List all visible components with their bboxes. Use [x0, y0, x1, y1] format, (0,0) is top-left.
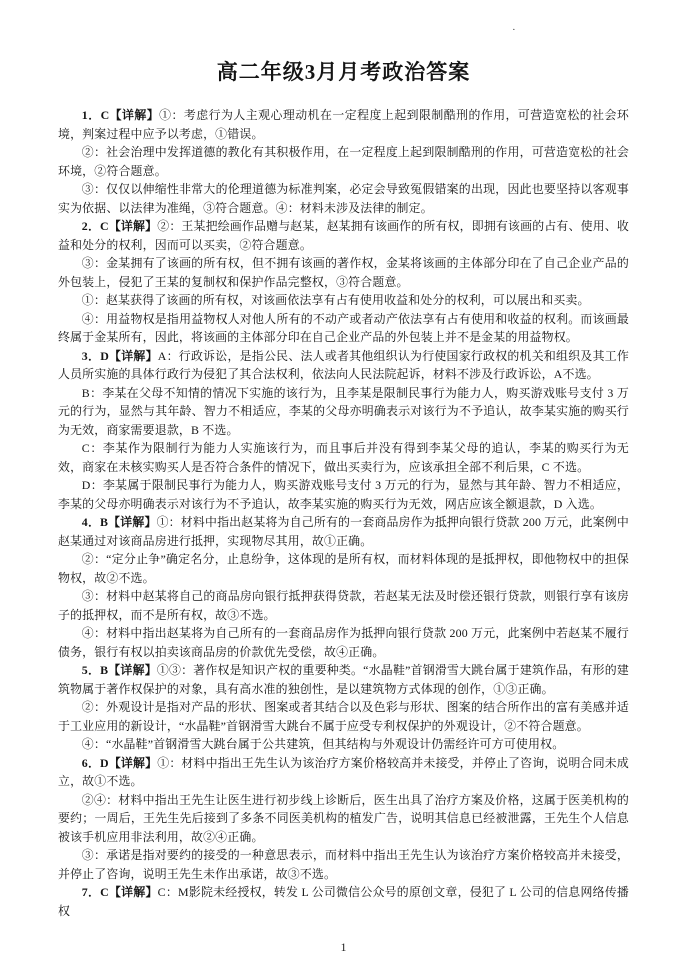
page-title: 高二年级3月月考政治答案	[216, 60, 471, 84]
answer-paragraph	[58, 661, 629, 698]
paragraph-text: ②：“定分止争”确定名分，止息纷争，这体现的是所有权，而材料体现的是抵押权，即他物权中的担保物权，故②不选。	[58, 552, 629, 585]
answer-label: 6．D【详解】	[81, 755, 158, 770]
answer-paragraph	[58, 291, 629, 310]
answer-paragraph	[58, 735, 629, 754]
paragraph-text: ③：承诺是指对要约的接受的一种意思表示，而材料中指出王先生认为该治疗方案价格较高并未接受，并停止了咨询，说明王先生未作出承诺，故③不选。	[58, 848, 629, 881]
answer-label: 2．C【详解】	[81, 219, 158, 233]
answer-label: 4．B【详解】	[81, 515, 157, 529]
paragraph-text: ④：材料中指出赵某将为自己所有的一套商品房作为抵押向银行贷款 200 万元，此案例中若赵某不履行债务，银行有权以拍卖该商品房的价款优先受偿，故④正确。	[58, 626, 629, 659]
paragraph-text: ①：材料中指出王先生认为该治疗方案价格较高并未接受，并停止了咨询，说明合同未成立，故①不选。	[58, 755, 629, 788]
answer-paragraph	[58, 384, 629, 440]
answer-label: 5．B【详解】	[81, 663, 157, 677]
answer-paragraph	[58, 883, 629, 920]
paragraph-text: A：行政诉讼，是指公民、法人或者其他组织认为行使国家行政权的机关和组织及其工作人员所实施的具体行政行为侵犯了其合法权利，依法向人民法院起诉，材料不涉及行政诉讼，A不选。	[58, 348, 630, 381]
paragraph-text: B：李某在父母不知情的情况下实施的该行为，且李某是限制民事行为能力人，购买游戏账号支付 3 万元的行为，显然与其年龄、智力不相适应，李某的父母亦明确表示对该行为不予追认，故李某实施的购买行为无效，商家需要退款，B 不选。	[58, 385, 629, 437]
answer-paragraph	[58, 791, 629, 847]
answer-label: 1．C【详解】	[81, 108, 160, 122]
answer-paragraph	[58, 106, 629, 143]
paragraph-text: C：M影院未经授权，转发 L 公司微信公众号的原创文章，侵犯了 L 公司的信息网络传播权	[58, 885, 630, 918]
answer-paragraph	[58, 624, 629, 661]
paragraph-text: ①③：著作权是知识产权的重要种类。“水晶鞋”首钢滑雪大跳台属于建筑作品，有形的建筑物属于著作权保护的对象，具有高水准的独创性，是以建筑物方式体现的创作，①③正确。	[58, 663, 629, 696]
paragraph-text: ③：金某拥有了该画的所有权，但不拥有该画的著作权，金某将该画的主体部分印在了自己企业产品的外包装上，侵犯了王某的复制权和保护作品完整权，③符合题意。	[58, 256, 629, 289]
paragraph-text: C：李某作为限制行为能力人实施该行为，而且事后并没有得到李某父母的追认，李某的购买行为无效，商家在未核实购买人是否符合条件的情况下，做出买卖行为，应该承担全部不利后果，C 不选。	[58, 441, 629, 474]
answer-paragraph	[58, 347, 629, 384]
stray-dot-mark: ·	[512, 24, 516, 36]
paragraph-text: ④：用益物权是指用益物权人对他人所有的不动产或者动产依法享有占有使用和收益的权利。而该画最终属于金某所有，因此，将该画的主体部分印在自己企业产品的外包装上并不是金某的用益物权。	[58, 311, 629, 344]
page-number: 1	[340, 940, 347, 954]
paragraph-text: ①：材料中指出赵某将为自己所有的一套商品房作为抵押向银行贷款 200 万元，此案例中赵某通过对该商品房进行抵押，实现物尽其用，故①正确。	[58, 515, 629, 548]
answer-paragraph	[58, 476, 629, 513]
paragraph-text: ②④：材料中指出王先生让医生进行初步线上诊断后，医生出具了治疗方案及价格，这属于医美机构的要约；一周后，王先生先后接到了多条不同医美机构的植发广告，说明其信息已经被泄露，王先生个人信息被该手机应用非法利用，故②④正确。	[58, 792, 629, 844]
answer-paragraph	[58, 143, 629, 180]
answer-paragraph	[58, 439, 629, 476]
answer-paragraph	[58, 698, 629, 735]
paragraph-text: ①：赵某获得了该画的所有权，对该画依法享有占有使用收益和处分的权利，可以展出和买卖。	[81, 293, 590, 307]
answer-paragraph	[58, 180, 629, 217]
answer-label: 3．D【详解】	[81, 348, 158, 363]
answer-paragraph	[58, 846, 629, 883]
answer-paragraph	[58, 513, 629, 550]
answer-paragraph	[58, 310, 629, 347]
paragraph-text: ④：“水晶鞋”首钢滑雪大跳台属于公共建筑，但其结构与外观设计仍需经许可方可使用权。	[81, 737, 565, 751]
paragraph-text: D：李某属于限制民事行为能力人，购买游戏账号支付 3 万元的行为，显然与其年龄、智力不相适应，李某的父母亦明确表示对该行为不予追认，故李某实施的购买行为无效，网店应该全额退款，D 入选。	[58, 478, 629, 511]
answer-content	[58, 106, 629, 920]
paragraph-text: ②：王某把绘画作品赠与赵某，赵某拥有该画作的所有权，即拥有该画的占有、使用、收益和处分的权利，因而可以买卖，②符合题意。	[58, 219, 629, 252]
paragraph-text: ③：材料中赵某将自己的商品房向银行抵押获得贷款，若赵某无法及时偿还银行贷款，则银行享有该房子的抵押权，而不是所有权，故③不选。	[58, 589, 629, 622]
answer-paragraph	[58, 217, 629, 254]
paragraph-text: ①：考虑行为人主观心理动机在一定程度上起到限制酷刑的作用，可营造宽松的社会环境，判案过程中应予以考虑，①错误。	[58, 108, 629, 141]
answer-paragraph	[58, 254, 629, 291]
paragraph-text: ②：外观设计是指对产品的形状、图案或者其结合以及色彩与形状、图案的结合所作出的富有美感并适于工业应用的新设计，“水晶鞋”首钢滑雪大跳台不属于应受专利权保护的外观设计，②不符合题意。	[58, 700, 629, 733]
paragraph-text: ②：社会治理中发挥道德的教化有其积极作用，在一定程度上起到限制酷刑的作用，可营造宽松的社会环境，②符合题意。	[58, 145, 629, 178]
answer-paragraph	[58, 587, 629, 624]
answer-paragraph	[58, 550, 629, 587]
answer-label: 7．C【详解】	[81, 885, 158, 899]
answer-paragraph	[58, 754, 629, 791]
paragraph-text: ③：仅仅以伸缩性非常大的伦理道德为标准判案，必定会导致冤假错案的出现，因此也要坚持以客观事实为依据、以法律为准绳，③符合题意。④：材料未涉及法律的制定。	[58, 182, 629, 215]
